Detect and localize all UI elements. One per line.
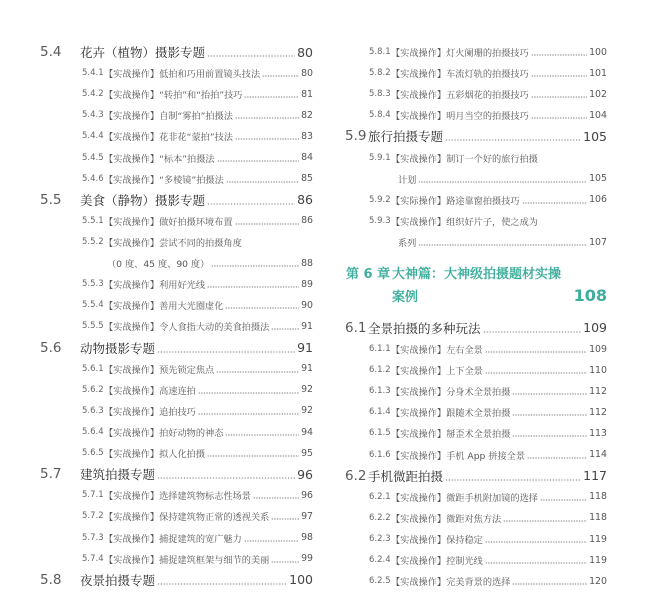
subsection-number: 6.2.3 (369, 534, 391, 545)
section-number: 5.8 (40, 571, 62, 588)
page-number: 94 (301, 426, 313, 438)
toc-left-column (40, 42, 313, 591)
dot-leader (485, 351, 587, 353)
page-number: 96 (301, 489, 313, 501)
page-number: 113 (589, 427, 607, 439)
subsection-number: 6.1.6 (369, 449, 391, 460)
toc-entry-6-2-1 (345, 486, 607, 507)
page-number: 114 (589, 449, 607, 461)
chapter-title: 大神篇：大神级拍摄题材实操 (392, 266, 562, 282)
subsection-title: 【实战操作】手机 App 拼接全景 (391, 450, 526, 462)
subsection-number: 5.6.2 (82, 384, 104, 395)
subsection-title-continued: （0 度、45 度、90 度） (107, 259, 210, 271)
dot-leader (531, 54, 587, 56)
subsection-title: 【实战操作】利用好光线 (104, 280, 206, 292)
toc-entry-5-9-3-continued (345, 231, 607, 252)
page-number: 88 (301, 257, 313, 269)
dot-leader (531, 96, 587, 98)
subsection-title: 【实战操作】控制光线 (391, 556, 483, 568)
subsection-number: 5.5.5 (82, 321, 104, 332)
dot-leader (512, 583, 587, 585)
toc-entry-6-2-4 (345, 550, 607, 571)
toc-entry-6-1-5 (345, 423, 607, 444)
dot-leader (217, 160, 299, 162)
toc-entry-6-1-1 (345, 339, 607, 360)
subsection-title: 【实战操作】捕捉建筑框架与细节的美丽 (104, 554, 270, 566)
subsection-title: 【实战操作】左右全景 (391, 345, 483, 357)
subsection-title: 【实战操作】保持建筑物正常的透视关系 (104, 512, 270, 524)
subsection-number: 5.5.3 (82, 279, 104, 290)
page-number: 106 (589, 194, 607, 206)
page-number: 91 (297, 340, 313, 356)
page-number: 95 (301, 447, 313, 459)
subsection-number: 5.9.2 (369, 194, 391, 205)
dot-leader (271, 518, 299, 520)
dot-leader (225, 307, 299, 309)
subsection-title: 【实战操作】捕捉建筑的宽广魅力 (104, 533, 242, 545)
dot-leader (207, 455, 299, 457)
page-number: 91 (301, 363, 313, 375)
toc-right-column (345, 42, 607, 592)
subsection-title: 【实战操作】“转拍”和“抬拍”技巧 (104, 90, 243, 102)
toc-entry-5-4-4 (40, 126, 313, 147)
page-number: 107 (589, 236, 607, 248)
subsection-title: 【实战操作】掰歪术全景拍摄 (391, 429, 511, 441)
dot-leader (503, 520, 587, 522)
toc-entry-5-6-4 (40, 421, 313, 442)
dot-leader (445, 479, 581, 481)
page-number: 100 (289, 572, 313, 588)
dot-leader (207, 286, 299, 288)
subsection-title-continued: 计划 (398, 174, 417, 186)
page-number: 80 (301, 67, 313, 79)
toc-entry-5-7-2 (40, 506, 313, 527)
subsection-number: 5.7.2 (82, 511, 104, 522)
subsection-number: 5.4.3 (82, 110, 104, 121)
dot-leader (207, 55, 295, 57)
toc-entry-6-1-2 (345, 360, 607, 381)
dot-leader (485, 541, 587, 543)
subsection-number: 5.4.2 (82, 89, 104, 100)
dot-leader (512, 414, 587, 416)
toc-entry-5-4-3 (40, 105, 313, 126)
toc-section-5-6 (40, 337, 313, 358)
subsection-title-continued: 系列 (398, 238, 417, 250)
toc-section-6-2 (345, 465, 607, 486)
subsection-title: 【实战操作】低拍和巧用前置镜头技法 (104, 69, 261, 81)
toc-entry-6-2-2 (345, 507, 607, 528)
toc-entry-5-5-2-continued (40, 253, 313, 274)
toc-entry-5-8-4 (345, 105, 607, 126)
subsection-number: 5.6.1 (82, 363, 104, 374)
dot-leader (216, 371, 299, 373)
page-number: 86 (297, 192, 313, 208)
subsection-title: 【实战操作】制订一个好的旅行拍摄 (391, 153, 538, 165)
subsection-title: 【实战操作】拍好动物的神态 (104, 428, 224, 440)
dot-leader (157, 477, 295, 479)
subsection-title: 【实战操作】五彩烟花的拍摄技巧 (391, 90, 529, 102)
section-number: 5.9 (345, 128, 367, 145)
toc-entry-5-9-3 (345, 210, 607, 231)
subsection-title: 【实战操作】“多棱镜”拍摄法 (104, 174, 224, 186)
page-number: 105 (583, 128, 607, 144)
toc-entry-5-6-2 (40, 379, 313, 400)
subsection-number: 6.2.2 (369, 512, 391, 523)
page-number: 101 (589, 67, 607, 79)
dot-leader (527, 457, 587, 459)
dot-leader (512, 393, 587, 395)
toc-section-5-5 (40, 189, 313, 210)
toc-section-5-8 (40, 569, 313, 590)
dot-leader (253, 497, 299, 499)
subsection-title: 【实战操作】选择建筑物标志性场景 (104, 491, 251, 503)
toc-entry-6-2-5 (345, 571, 607, 592)
subsection-number: 5.4.1 (82, 68, 104, 79)
subsection-number: 5.9.3 (369, 215, 391, 226)
page-number: 117 (583, 468, 607, 484)
section-title: 全景拍摄的多种玩法 (368, 320, 481, 336)
chapter-page-number: 108 (573, 285, 607, 305)
subsection-title: 【实战操作】跟随术全景拍摄 (391, 408, 511, 420)
dot-leader (244, 540, 299, 542)
dot-leader (483, 331, 582, 333)
section-number: 6.2 (345, 467, 367, 484)
toc-entry-5-5-4 (40, 295, 313, 316)
page-number: 85 (301, 173, 313, 185)
page-number: 91 (301, 320, 313, 332)
subsection-number: 6.1.3 (369, 386, 391, 397)
section-number: 5.7 (40, 466, 62, 483)
subsection-number: 6.2.4 (369, 555, 391, 566)
subsection-number: 5.5.1 (82, 215, 104, 226)
dot-leader (271, 561, 299, 563)
subsection-number: 5.8.1 (369, 47, 391, 58)
page-number: 100 (589, 46, 607, 58)
page-number: 82 (301, 109, 313, 121)
dot-leader (531, 117, 587, 119)
page-number: 119 (589, 533, 607, 545)
page-number: 110 (589, 364, 607, 376)
chapter-label: 第 6 章 (346, 266, 391, 282)
subsection-title: 【实战操作】灯火阑珊的拍摄技巧 (391, 48, 529, 60)
page-number: 98 (301, 532, 313, 544)
page-number: 89 (301, 278, 313, 290)
subsection-number: 5.6.5 (82, 448, 104, 459)
page-number: 112 (589, 385, 607, 397)
section-title: 建筑拍摄专题 (80, 467, 156, 483)
subsection-title: 【实战操作】分身术全景拍摄 (391, 387, 511, 399)
dot-leader (418, 244, 587, 246)
dot-leader (211, 265, 299, 267)
subsection-number: 6.1.4 (369, 407, 391, 418)
subsection-title: 【实战操作】保持稳定 (391, 535, 483, 547)
page-number: 118 (589, 491, 607, 503)
toc-entry-5-6-3 (40, 400, 313, 421)
toc-entry-5-9-2 (345, 189, 607, 210)
dot-leader (157, 351, 295, 353)
toc-entry-5-9-1 (345, 147, 607, 168)
toc-entry-5-7-1 (40, 485, 313, 506)
subsection-number: 5.6.3 (82, 405, 104, 416)
dot-leader (445, 139, 581, 141)
toc-section-5-7 (40, 464, 313, 485)
toc-entry-5-8-3 (345, 84, 607, 105)
toc-entry-5-4-6 (40, 168, 313, 189)
subsection-number: 5.4.5 (82, 152, 104, 163)
dot-leader (198, 413, 299, 415)
subsection-title: 【实战操作】自制“雾拍”拍摄法 (104, 111, 233, 123)
dot-leader (226, 181, 299, 183)
subsection-number: 6.1.2 (369, 365, 391, 376)
toc-entry-5-5-1 (40, 210, 313, 231)
toc-entry-5-7-3 (40, 527, 313, 548)
subsection-title: 【实战操作】令人食指大动的美食拍摄法 (104, 322, 270, 334)
toc-entry-6-1-4 (345, 402, 607, 423)
subsection-title: 【实际操作】路途靠窗拍摄技巧 (391, 195, 520, 207)
dot-leader (235, 117, 299, 119)
subsection-number: 5.5.2 (82, 237, 104, 248)
dot-leader (540, 499, 587, 501)
toc-entry-5-7-4 (40, 548, 313, 569)
subsection-title: 【实战操作】追拍技巧 (104, 406, 196, 418)
section-number: 5.5 (40, 191, 62, 208)
section-number: 5.4 (40, 44, 62, 61)
subsection-title: 【实战操作】微距手机附加镜的选择 (391, 492, 538, 504)
page-number: 109 (589, 343, 607, 355)
toc-entry-5-6-5 (40, 443, 313, 464)
page-number: 81 (301, 88, 313, 100)
subsection-number: 5.4.4 (82, 131, 104, 142)
page-number: 80 (297, 44, 313, 60)
dot-leader (225, 434, 299, 436)
subsection-number: 5.9.1 (369, 152, 391, 163)
subsection-number: 5.7.1 (82, 490, 104, 501)
subsection-number: 5.8.2 (369, 68, 391, 79)
dot-leader (244, 96, 299, 98)
subsection-title: 【实战操作】花非花“蒙拍”技法 (104, 132, 233, 144)
toc-section-5-4 (40, 42, 313, 63)
page-number: 83 (301, 130, 313, 142)
subsection-number: 6.1.1 (369, 344, 391, 355)
page-number: 97 (301, 510, 313, 522)
dot-leader (522, 202, 587, 204)
page-number: 84 (301, 152, 313, 164)
toc-entry-5-5-3 (40, 274, 313, 295)
page-number: 92 (301, 384, 313, 396)
toc-entry-6-2-3 (345, 528, 607, 549)
section-title: 美食（静物）摄影专题 (80, 192, 206, 208)
subsection-title: 【实战操作】微距对焦方法 (391, 513, 502, 525)
toc-entry-6-1-6 (345, 444, 607, 465)
toc-entry-5-5-5 (40, 316, 313, 337)
subsection-title: 【实战操作】“标本”拍摄法 (104, 153, 215, 165)
page-number: 112 (589, 406, 607, 418)
dot-leader (418, 181, 587, 183)
subsection-number: 5.5.4 (82, 300, 104, 311)
page-number: 120 (589, 575, 607, 587)
subsection-number: 6.2.1 (369, 491, 391, 502)
chapter-heading-line-2 (345, 284, 607, 307)
chapter-title-continued: 案例 (392, 289, 419, 305)
page-number: 118 (589, 512, 607, 524)
subsection-title: 【实战操作】拟人化拍摄 (104, 449, 206, 461)
dot-leader (531, 75, 587, 77)
page-number: 102 (589, 88, 607, 100)
section-number: 6.1 (345, 319, 367, 336)
toc-entry-5-4-5 (40, 147, 313, 168)
dot-leader (235, 138, 299, 140)
subsection-number: 5.8.4 (369, 110, 391, 121)
subsection-title: 【实战操作】高速连拍 (104, 385, 196, 397)
page-number: 105 (589, 173, 607, 185)
subsection-number: 6.1.5 (369, 428, 391, 439)
page-number: 119 (589, 554, 607, 566)
toc-section-5-9 (345, 126, 607, 147)
section-number: 5.6 (40, 339, 62, 356)
dot-leader (271, 328, 299, 330)
page-number: 99 (301, 553, 313, 565)
subsection-number: 5.7.3 (82, 532, 104, 543)
toc-section-6-1 (345, 317, 607, 338)
section-title: 手机微距拍摄 (368, 468, 444, 484)
subsection-number: 5.6.4 (82, 427, 104, 438)
section-title: 旅行拍摄专题 (368, 129, 444, 145)
subsection-title: 【实战操作】尝试不同的拍摄角度 (104, 238, 242, 250)
dot-leader (207, 203, 295, 205)
subsection-title: 【实战操作】完美背景的选择 (391, 577, 511, 589)
dot-leader (485, 562, 587, 564)
toc-entry-5-4-1 (40, 63, 313, 84)
toc-entry-6-1-3 (345, 381, 607, 402)
dot-leader (198, 392, 299, 394)
page-number: 86 (301, 215, 313, 227)
page-number: 96 (297, 466, 313, 482)
subsection-title: 【实战操作】做好拍摄环境布置 (104, 216, 233, 228)
subsection-title: 【实战操作】明月当空的拍摄技巧 (391, 111, 529, 123)
subsection-number: 6.2.5 (369, 576, 391, 587)
chapter-heading (345, 253, 607, 318)
subsection-title: 【实战操作】预先锁定焦点 (104, 364, 215, 376)
dot-leader (157, 583, 287, 585)
page-number: 92 (301, 405, 313, 417)
subsection-title: 【实战操作】车流灯轨的拍摄技巧 (391, 69, 529, 81)
toc-entry-5-4-2 (40, 84, 313, 105)
section-title: 花卉（植物）摄影专题 (80, 45, 206, 61)
toc-entry-5-5-2 (40, 231, 313, 252)
subsection-number: 5.7.4 (82, 553, 104, 564)
subsection-title: 【实战操作】组织好片子，使之成为 (391, 216, 538, 228)
subsection-number: 5.8.3 (369, 89, 391, 100)
dot-leader (262, 75, 299, 77)
page-number: 90 (301, 299, 313, 311)
subsection-title: 【实战操作】善用大光圈虚化 (104, 301, 224, 313)
section-title: 夜景拍摄专题 (80, 572, 156, 588)
toc-entry-5-9-1-continued (345, 168, 607, 189)
toc-entry-5-6-1 (40, 358, 313, 379)
page-number: 109 (583, 320, 607, 336)
chapter-heading-line-1 (345, 261, 607, 284)
dot-leader (485, 372, 587, 374)
toc-entry-5-8-1 (345, 42, 607, 63)
subsection-number: 5.4.6 (82, 173, 104, 184)
subsection-title: 【实战操作】上下全景 (391, 366, 483, 378)
dot-leader (512, 435, 587, 437)
toc-entry-5-8-2 (345, 63, 607, 84)
dot-leader (235, 223, 299, 225)
page-number: 104 (589, 109, 607, 121)
section-title: 动物摄影专题 (80, 340, 156, 356)
